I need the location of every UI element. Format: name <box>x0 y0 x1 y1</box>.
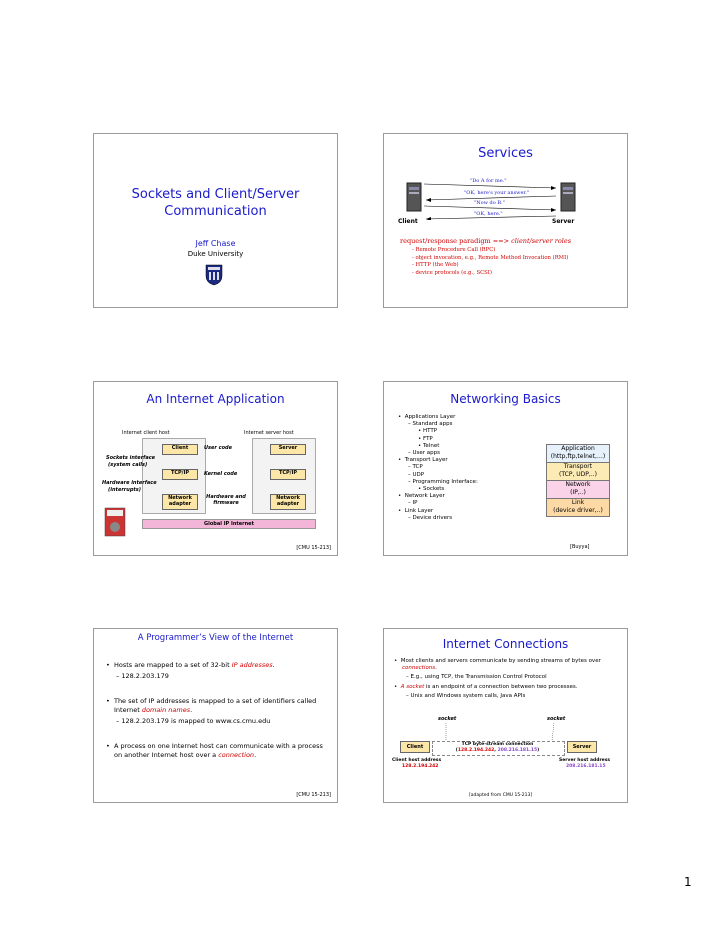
socket-pointers <box>424 723 584 743</box>
list-item: • Transport Layer <box>398 457 448 464</box>
hw-fw-label: Hardware and firmware <box>206 494 246 506</box>
list-item-text: Standard apps <box>412 421 453 428</box>
global-ip-bar: Global IP Internet <box>142 519 316 529</box>
list-item-text: IP <box>412 500 418 507</box>
stack-network <box>546 480 610 499</box>
bullet-text: The set of IP addresses is mapped to a set of identifiers called Internet <box>113 697 317 714</box>
title-line-2: Communication <box>164 204 267 219</box>
socket-label-left: socket <box>438 716 457 722</box>
sockets-if-label: Sockets interface <box>106 455 156 461</box>
slide4-title: Networking Basics <box>450 392 561 406</box>
duke-shield-icon <box>205 264 223 286</box>
conn-addr-client: 128.2.194.242 <box>457 748 495 753</box>
list-item: – TCP <box>408 464 423 471</box>
stack-transport <box>546 462 610 481</box>
bullet-em: IP addresses <box>231 661 273 669</box>
client-tcpip: TCP/IP <box>162 469 198 480</box>
stack-label: Link <box>571 499 585 506</box>
syscalls-label: (system calls) <box>108 462 148 468</box>
list-item-text: TCP <box>412 464 423 471</box>
client-box: Client <box>162 444 198 455</box>
list-item-text: Network Layer <box>404 493 445 500</box>
slide3-title: An Internet Application <box>146 392 285 406</box>
client-adapter: Network adapter <box>162 494 198 510</box>
server-box: Server <box>567 741 597 753</box>
slide1-title <box>94 186 337 220</box>
client-addr: 128.2.194.242 <box>402 764 439 769</box>
bullet-text: Most clients and servers communicate by sending streams of bytes over <box>400 658 601 664</box>
server-computer-icon <box>560 182 576 212</box>
service-item: - HTTP (the Web) <box>412 262 459 268</box>
slide-services <box>383 133 628 308</box>
list-item-text: User apps <box>412 450 441 457</box>
sub-bullet-text: 128.2.203.179 <box>121 672 169 680</box>
bullet-em: connections <box>402 665 436 671</box>
msg-1: "Do A for me." <box>470 178 507 184</box>
service-item: - Remote Procedure Call (RPC) <box>412 247 496 253</box>
bullet: • A socket is an endpoint of a connection between two processes. <box>394 684 578 690</box>
service-item: - object invocation, e.g., Remote Method Invocation (RMI) <box>412 254 569 261</box>
list-item: • Sockets <box>418 486 445 493</box>
author: Jeff Chase <box>195 239 236 248</box>
stack-label: Application <box>561 445 595 452</box>
cite: [CMU 15-213] <box>296 792 331 798</box>
bullets <box>106 661 331 760</box>
bullet: • Most clients and servers communicate by sending streams of bytes over connections. <box>394 658 601 671</box>
service-list <box>412 247 568 277</box>
paradigm-prefix: request/response paradigm ==> <box>400 237 512 245</box>
paradigm-em: client/server roles <box>511 237 572 245</box>
book-cover-icon <box>104 507 126 537</box>
list-item: • Telnet <box>418 442 440 449</box>
paradigm <box>400 237 571 245</box>
bullet-em: domain names <box>141 706 191 714</box>
bullet-text: A process on one Internet host can communicate with a process on another Internet host over a <box>113 742 323 759</box>
bullet-em: A socket <box>400 684 425 690</box>
cite: [CMU 15-213] <box>296 545 331 551</box>
list-item: – Standard apps <box>408 421 453 428</box>
list-item-text: FTP <box>423 435 433 442</box>
stack-sub: (device driver,..) <box>553 507 603 514</box>
connection-label: TCP byte-stream connection <box>461 742 534 747</box>
list-item: • HTTP <box>418 428 438 435</box>
list-item: – UDP <box>408 471 425 478</box>
stack-label: Network <box>565 481 591 488</box>
slide-internet-connections <box>383 628 628 803</box>
service-item: - device protocols (e.g., SCSI) <box>412 269 492 276</box>
bullet-text: Hosts are mapped to a set of 32-bit <box>113 661 232 669</box>
server-addr: 208.216.181.15 <box>566 764 606 769</box>
slide5-title: A Programmer’s View of the Internet <box>137 633 294 643</box>
server-label: Server <box>552 218 575 225</box>
server-box: Server <box>270 444 306 455</box>
list-item: • Link Layer <box>398 507 434 514</box>
title-line-1: Sockets and Client/Server <box>131 187 300 202</box>
stack-link <box>546 498 610 517</box>
list-item: – Programming Interface: <box>408 478 478 485</box>
bullet: • A process on one Internet host can communicate with a process on another Internet host over a connection. <box>106 742 323 759</box>
list-item-text: Link Layer <box>404 507 434 514</box>
conn-addr-server: 208.216.181.15 <box>497 748 538 753</box>
affiliation: Duke University <box>187 250 244 258</box>
server-adapter: Network adapter <box>270 494 306 510</box>
slide-programmers-view <box>93 628 338 803</box>
list-item: • Applications Layer <box>398 414 456 420</box>
sub-bullet: – 128.2.203.179 <box>116 672 169 680</box>
server-addr-label: Server host address <box>559 758 611 763</box>
slide6-title: Internet Connections <box>442 637 569 651</box>
slide-title <box>93 133 338 308</box>
interrupts-label: (interrupts) <box>108 487 142 493</box>
server-tcpip: TCP/IP <box>270 469 306 480</box>
cite: [Buyya] <box>570 544 590 550</box>
list-item-text: Device drivers <box>412 514 453 521</box>
connection-addrs: (128.2.194.242, 208.216.181.15) <box>455 748 540 753</box>
list-item: • Network Layer <box>398 493 445 500</box>
client-addr-label: Client host address <box>392 758 442 763</box>
stack-sub: (TCP, UDP,..) <box>559 471 597 478</box>
stack-label: Transport <box>563 463 593 470</box>
slide-internet-app <box>93 381 338 556</box>
list-item-text: Applications Layer <box>404 414 456 420</box>
list-item: – Device drivers <box>408 514 453 521</box>
sub-bullet-text: 128.2.203.179 is mapped to www.cs.cmu.edu <box>121 717 271 725</box>
msg-2: "OK, here's your answer." <box>464 190 530 196</box>
bullet: • Hosts are mapped to a set of 32-bit IP addresses. <box>106 661 275 669</box>
list-item: • FTP <box>418 435 433 442</box>
client-box: Client <box>400 741 430 753</box>
list-item-text: Telnet <box>423 442 440 449</box>
slide2-title: Services <box>478 146 533 161</box>
bullet: • The set of IP addresses is mapped to a set of identifiers called Internet domain names. <box>106 697 317 714</box>
sub-bullet: – E.g., using TCP, the Transmission Control Protocol <box>406 674 547 680</box>
socket-label-right: socket <box>547 716 566 722</box>
sub-bullet: – 128.2.203.179 is mapped to www.cs.cmu.edu <box>116 717 271 725</box>
layer-list <box>398 414 478 522</box>
stack-sub: (http,ftp,telnet,…) <box>550 453 606 460</box>
kernel-code-label: Kernel code <box>204 471 238 477</box>
user-code-label: User code <box>204 445 233 451</box>
page-number: 1 <box>684 875 692 889</box>
hw-if-label: Hardware interface <box>102 480 157 486</box>
sub-bullet-text: E.g., using TCP, the Transmission Control Protocol <box>410 674 547 680</box>
stack-application <box>546 444 610 463</box>
sub-bullet-text: Unix and Windows system calls, Java APIs <box>410 693 526 699</box>
client-label: Client <box>398 218 418 225</box>
list-item-text: Sockets <box>423 486 445 493</box>
sub-bullet: – Unix and Windows system calls, Java APIs <box>406 693 526 699</box>
list-item-text: HTTP <box>423 428 438 435</box>
list-item-text: Transport Layer <box>404 457 448 464</box>
list-item-text: Programming Interface: <box>412 478 478 485</box>
list-item: – User apps <box>408 450 441 457</box>
client-computer-icon <box>406 182 422 212</box>
slide-networking-basics <box>383 381 628 556</box>
bullet-em: connection <box>218 751 255 759</box>
stack-sub: (IP,..) <box>570 489 586 496</box>
bullets <box>394 658 622 700</box>
cite: [adapted from CMU 15-213] <box>469 793 533 798</box>
list-item: – IP <box>408 500 418 507</box>
msg-3: "Now do B." <box>474 200 505 206</box>
bullet-text: is an endpoint of a connection between two processes. <box>424 684 578 690</box>
list-item-text: UDP <box>412 471 425 478</box>
server-host-label: Internet server host <box>244 430 294 436</box>
client-host-label: Internet client host <box>122 430 170 436</box>
msg-4: "OK, here." <box>474 211 503 217</box>
